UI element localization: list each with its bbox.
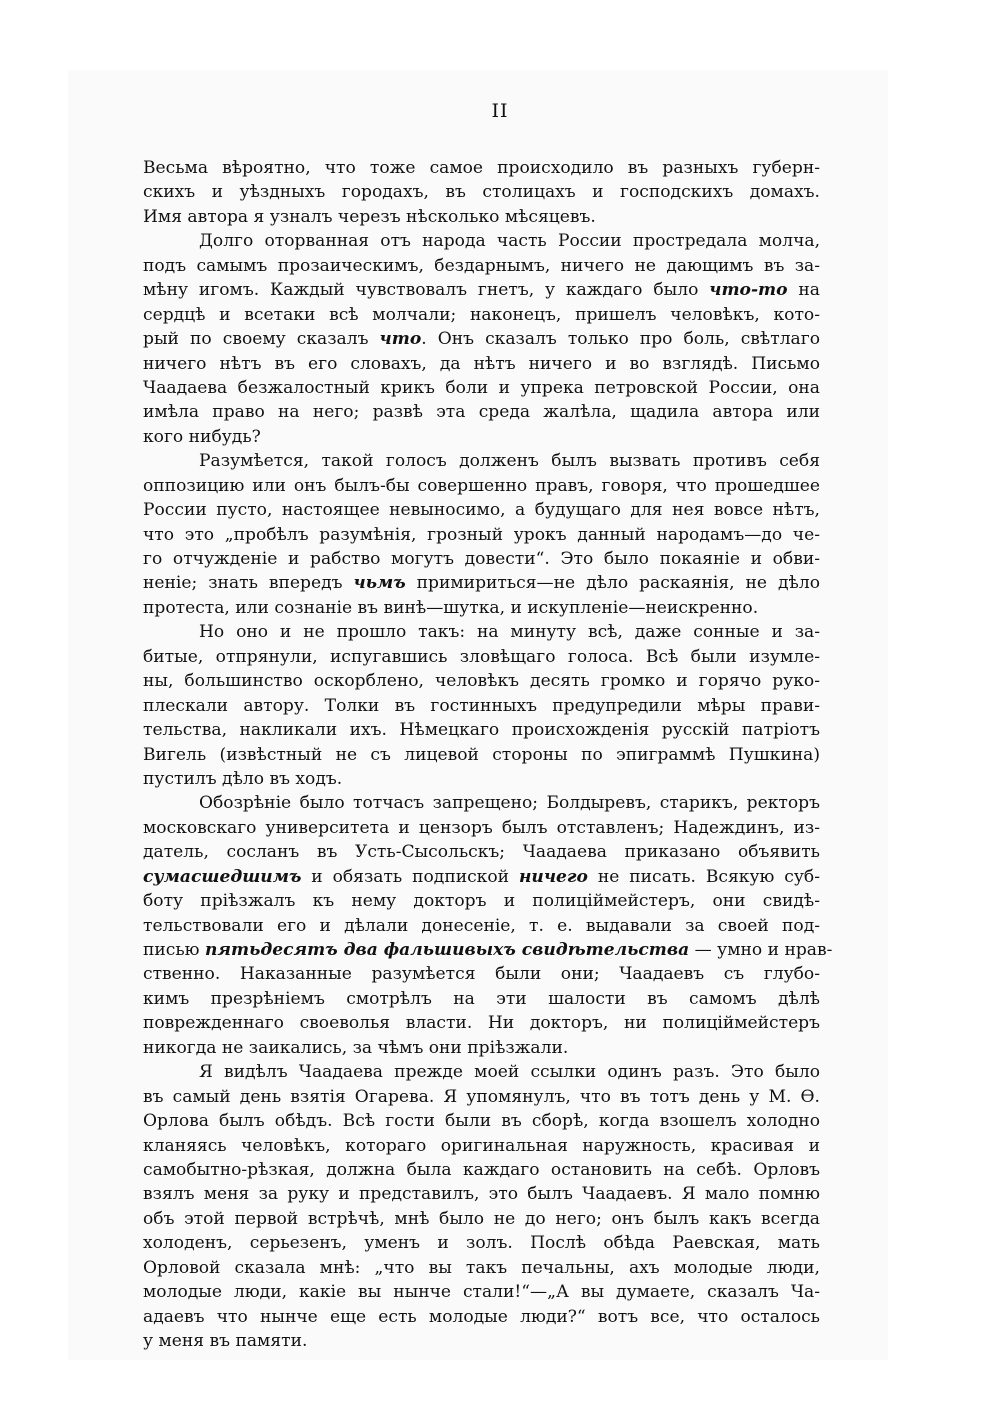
text-line: объ этой первой встрѣчѣ, мнѣ было не до него; онъ былъ какъ всегда <box>143 1208 820 1229</box>
text-line: сердцѣ и всетаки всѣ молчали; наконецъ, пришелъ человѣкъ, кото- <box>143 304 820 325</box>
text-line: въ самый день взятія Огарева. Я упомянулъ, что въ тотъ день у М. Ѳ. <box>143 1086 820 1107</box>
text-line: адаевъ что нынче еще есть молодые люди?“ вотъ все, что осталось <box>143 1306 820 1327</box>
text-line: сумасшедшимъ и обязать подпиской ничего не писать. Всякую суб- <box>143 866 820 887</box>
text-line: кимъ презрѣніемъ смотрѣлъ на эти шалости въ самомъ дѣлѣ <box>143 988 820 1009</box>
text-line: тельства, накликали ихъ. Нѣмецкаго происхожденія русскій патріотъ <box>143 720 820 741</box>
paragraph <box>143 449 820 620</box>
text-line: самобытно-рѣзкая, должна была каждаго остановить на себѣ. Орловъ <box>143 1159 820 1180</box>
text-line: подъ самымъ прозаическимъ, бездарнымъ, ничего не дающимъ въ за- <box>143 255 820 276</box>
text-line: датель, сосланъ въ Усть-Сысольскъ; Чаадаева приказано объявить <box>143 842 820 863</box>
text-line: Весьма вѣроятно, что тоже самое происходило въ разныхъ губерн- <box>143 158 820 178</box>
emphasized-text: ничего <box>518 866 588 887</box>
text-line: молодые люди, какіе вы нынче стали!“—„А вы думаете, сказалъ Ча- <box>143 1282 820 1303</box>
text-line: писью пятьдесятъ два фальшивыхъ свидѣтельства — умно и нрав- <box>143 940 833 960</box>
emphasized-text: чьмъ <box>353 573 406 594</box>
text-line: ничего нѣтъ въ его словахъ, да нѣтъ ничего и во взглядѣ. Письмо <box>143 353 820 374</box>
text-line: ны, большинство оскорблено, человѣкъ десять громко и горячо руко- <box>143 671 820 692</box>
body-text <box>143 156 833 1353</box>
text-line: Долго оторванная отъ народа часть России простредала молча, <box>199 231 820 252</box>
text-line: протеста, или сознаніе въ винѣ—шутка, и искупленіе—неискренно. <box>143 597 759 618</box>
text-line: поврежденнаго своеволья власти. Ни докторъ, ни полиціймейстеръ <box>143 1013 820 1034</box>
paragraph <box>143 1060 820 1353</box>
text-line: никогда не заикались, за чѣмъ они пріѣзжали. <box>143 1037 569 1058</box>
text-line: неніе; знать впередъ чьмъ примириться—не дѣло раскаянія, не дѣло <box>143 573 821 594</box>
text-line: Орлова былъ обѣдъ. Всѣ гости были въ сборѣ, когда взошелъ холодно <box>143 1111 820 1132</box>
text-line: Разумѣется, такой голосъ долженъ былъ вызвать противъ себя <box>199 451 820 472</box>
text-line: кого нибудь? <box>143 426 261 447</box>
text-line: взялъ меня за руку и представилъ, это былъ Чаадаевъ. Я мало помню <box>143 1184 820 1205</box>
text-line: оппозицию или онъ былъ-бы совершенно правъ, говоря, что прошедшее <box>143 475 820 496</box>
text-line: Обозрѣніе было тотчасъ запрещено; Болдыревъ, старикъ, ректоръ <box>199 793 820 814</box>
paragraph <box>143 791 833 1060</box>
text-line: рый по своему сказалъ что. Онъ сказалъ только про боль, свѣтлаго <box>143 329 820 350</box>
paragraph <box>143 156 820 229</box>
text-line: России пусто, настоящее невыносимо, а будущаго для нея вовсе нѣтъ, <box>143 500 820 521</box>
emphasized-text: что-то <box>709 280 788 301</box>
text-line: го отчужденіе и рабство могутъ довести“. Это было покаяніе и обви- <box>143 549 820 569</box>
text-line: холоденъ, серьезенъ, уменъ и золъ. Послѣ обѣда Раевская, мать <box>143 1233 820 1254</box>
text-line: плескали автору. Толки въ гостинныхъ предупредили мѣры прави- <box>143 695 820 716</box>
text-line: имѣла право на него; развѣ эта среда жалѣла, щадила автора или <box>143 402 820 423</box>
text-line: Орловой сказала мнѣ: „что вы такъ печальны, ахъ молодые люди, <box>143 1257 820 1278</box>
paragraph <box>143 229 820 449</box>
text-line: что это „пробѣлъ разумѣнія, грозный урокъ данный народамъ—до че- <box>143 524 820 545</box>
text-line: Имя автора я узналъ черезъ нѣсколько мѣсяцевъ. <box>143 206 596 227</box>
text-line: Но оно и не прошло такъ: на минуту всѣ, даже сонные и за- <box>199 622 820 643</box>
emphasized-text: сумасшедшимъ <box>143 866 302 887</box>
paragraph <box>143 620 820 791</box>
page-number: II <box>491 100 509 122</box>
text-line: боту пріѣзжалъ къ нему докторъ и полиціймейстеръ, они свидѣ- <box>143 891 820 912</box>
text-line: Вигель (извѣстный не съ лицевой стороны по эпиграммѣ Пушкина) <box>143 744 820 765</box>
text-line: ственно. Наказанные разумѣется были они; Чаадаевъ съ глубо- <box>143 964 820 985</box>
text-line: у меня въ памяти. <box>143 1331 308 1351</box>
text-line: Чаадаева безжалостный крикъ боли и упрека петровской России, она <box>143 377 820 398</box>
text-line: московскаго университета и цензоръ былъ отставленъ; Надеждинъ, из- <box>143 817 820 838</box>
emphasized-text: что <box>379 329 422 350</box>
emphasized-text: пятьдесятъ два фальшивыхъ свидѣтельства <box>204 940 690 960</box>
text-line: пустилъ дѣло въ ходъ. <box>143 768 343 789</box>
text-line: кланяясь человѣкъ, котораго оригинальная наружность, красивая и <box>143 1135 820 1156</box>
text-line: мѣну игомъ. Каждый чувствовалъ гнетъ, у каждаго было что-то на <box>143 280 820 301</box>
text-line: тельствовали его и дѣлали донесеніе, т. е. выдавали за своей под- <box>143 915 820 936</box>
text-line: Я видѣлъ Чаадаева прежде моей ссылки одинъ разъ. Это было <box>199 1062 820 1083</box>
text-line: битые, отпрянули, испугавшись зловѣщаго голоса. Всѣ были изумле- <box>143 646 820 667</box>
text-line: скихъ и уѣздныхъ городахъ, въ столицахъ и господскихъ домахъ. <box>143 182 820 203</box>
